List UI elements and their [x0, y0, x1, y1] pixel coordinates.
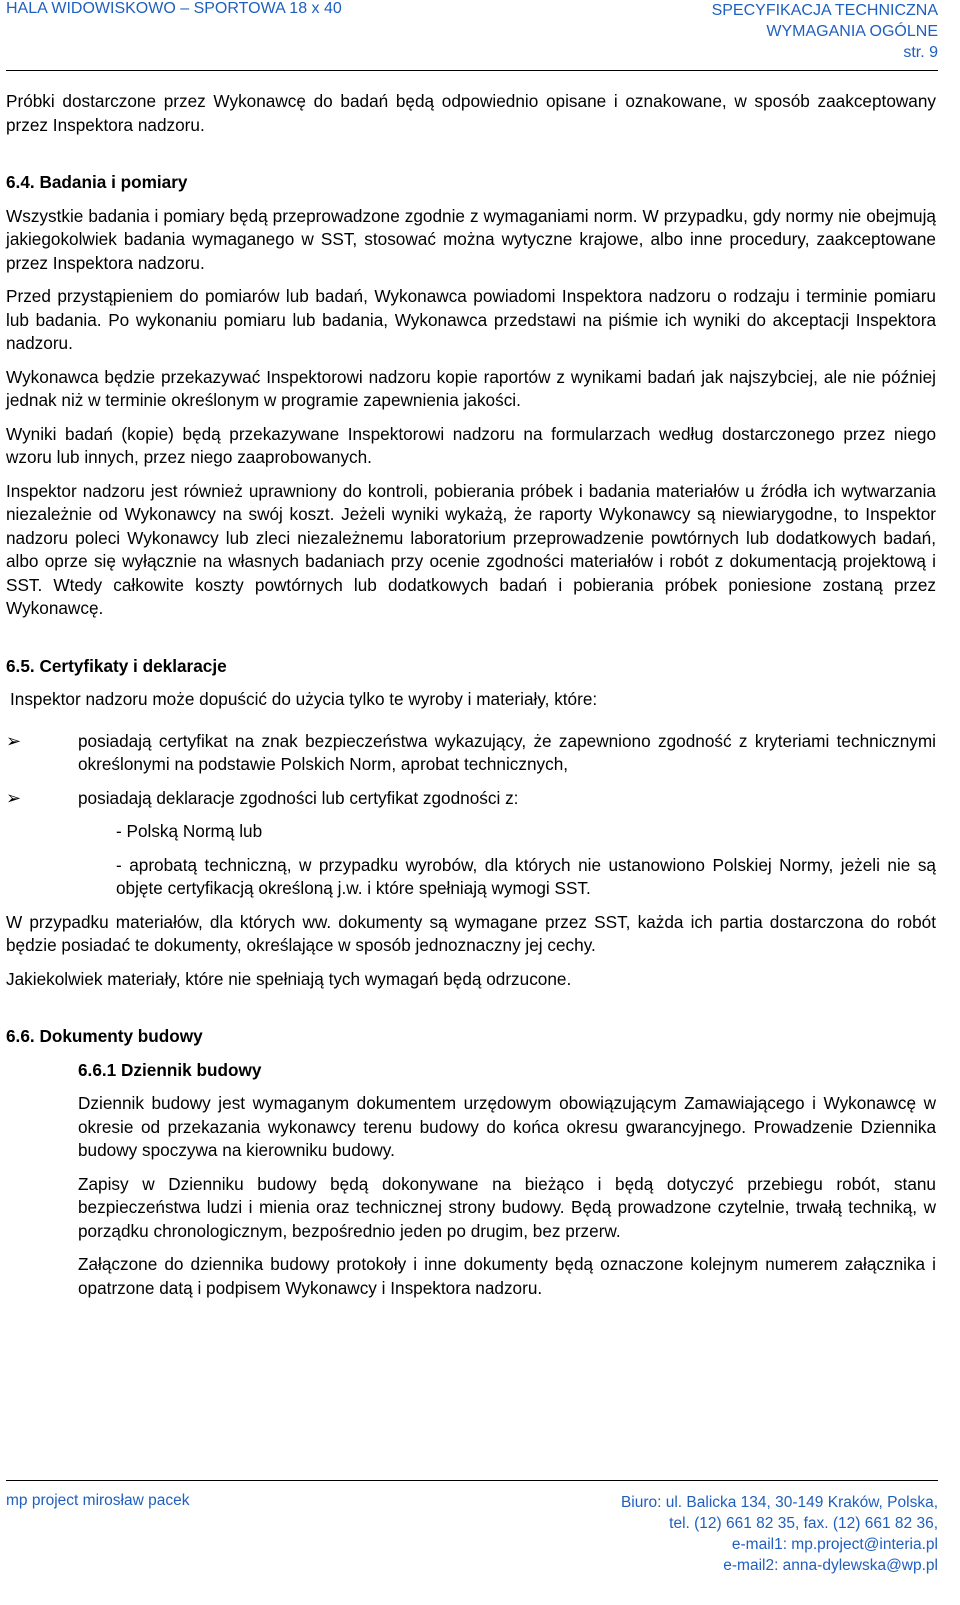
list-item — [6, 730, 936, 777]
footer-email2: e-mail2: anna-dylewska@wp.pl — [723, 1557, 938, 1574]
section-heading-6-5: 6.5. Certyfikaty i deklaracje — [6, 655, 227, 676]
sub-item: - aprobatą techniczną, w przypadku wyrobów, dla których nie ustanowiono Polskiej Normy, jeżeli nie są objęte certyfikacją określoną j.w. i które spełniają wymogi SST. — [116, 854, 936, 898]
footer-company: mp project mirosław pacek — [6, 1492, 190, 1509]
header-spec-block — [712, 0, 938, 63]
list-item — [6, 787, 936, 811]
list-item-text: posiadają deklaracje zgodności lub certyfikat zgodności z: — [78, 787, 519, 808]
footer-rule — [6, 1480, 938, 1481]
paragraph: Inspektor nadzoru może dopuścić do użycia tylko te wyroby i materiały, które: — [10, 689, 598, 709]
paragraph: Próbki dostarczone przez Wykonawcę do badań będą odpowiednio opisane i oznakowane, w sposób zaakceptowany przez Inspektora nadzoru. — [6, 91, 936, 135]
document-body — [6, 90, 936, 1310]
section-heading-6-6: 6.6. Dokumenty budowy — [6, 1026, 203, 1046]
paragraph: Inspektor nadzoru jest również uprawniony do kontroli, pobierania próbek i badania materiałów u źródła ich wytwarzania niezależnie od Wykonawcy na swój koszt. Jeżeli wyniki wykażą, że raporty Wykonawcy są niewiarygodne, to Inspektor nadzoru poleci Wykonawcy lub zleci niezależnemu laboratorium przeprowadzenie powtórnych lub dodatkowych badań, albo oprze się wyłącznie na własnych badaniach przy ocenie zgodności materiałów i robót z dokumentacją projektową i SST. Wtedy całkowite koszty powtórnych lub dodatkowych badań i pobierania próbek poniesione zostaną przez Wykonawcę. — [6, 480, 936, 618]
footer-contact — [621, 1492, 938, 1576]
arrow-bullet-icon: ➢ — [6, 787, 22, 808]
paragraph: Przed przystąpieniem do pomiarów lub badań, Wykonawca powiadomi Inspektora nadzoru o rodzaju i terminie pomiaru lub badania. Po wykonaniu pomiaru lub badania, Wykonawca przedstawi na piśmie ich wyniki do akceptacji Inspektora nadzoru. — [6, 286, 936, 353]
header-spec-subtitle: WYMAGANIA OGÓLNE — [766, 23, 938, 40]
footer-address: Biuro: ul. Balicka 134, 30-149 Kraków, Polska, — [620, 1494, 938, 1511]
paragraph: Wykonawca będzie przekazywać Inspektorowi nadzoru kopie raportów z wynikami badań jak najszybciej, ale nie później jednak niż w terminie określonym w programie zapewnienia jakości. — [6, 366, 936, 410]
paragraph: Wyniki badań (kopie) będą przekazywane Inspektorowi nadzoru na formularzach według dostarczonego przez niego wzoru lub innych, przez niego zaaprobowanych. — [6, 423, 936, 467]
paragraph: Załączone do dziennika budowy protokoły i inne dokumenty będą oznaczone kolejnym numerem załącznika i opatrzone datą i podpisem Wykonawcy i Inspektora nadzoru. — [78, 1254, 936, 1298]
paragraph: Zapisy w Dzienniku budowy będą dokonywane na bieżąco i będą dotyczyć przebiegu robót, stanu bezpieczeństwa ludzi i mienia oraz technicznej strony budowy. Będą prowadzone czytelnie, trwałą techniką, w porządku chronologicznym, bezpośrednio jeden po drugim, bez przerw. — [78, 1173, 936, 1241]
header-rule — [6, 70, 938, 71]
paragraph: W przypadku materiałów, dla których ww. dokumenty są wymagane przez SST, każda ich partia dostarczona do robót będzie posiadać te dokumenty, określające w sposób jednoznaczny jej cechy. — [6, 911, 936, 955]
paragraph: Dziennik budowy jest wymaganym dokumentem urzędowym obowiązującym Zamawiającego i Wykonawcę w okresie od przekazania wykonawcy terenu budowy do końca okresu gwarancyjnego. Prowadzenie Dziennika budowy spoczywa na kierowniku budowy. — [78, 1093, 936, 1160]
sub-item: - Polską Normą lub — [116, 821, 263, 841]
header-project-title: HALA WIDOWISKOWO – SPORTOWA 18 x 40 — [6, 0, 342, 17]
header-spec-title: SPECYFIKACJA TECHNICZNA — [711, 2, 938, 19]
footer-phone: tel. (12) 661 82 35, fax. (12) 661 82 36, — [669, 1515, 938, 1532]
list-item-text: posiadają certyfikat na znak bezpieczeństwa wykazujący, że zapewniono zgodność z kryteriami technicznymi określonymi na podstawie Polskich Norm, aprobat technicznych, — [78, 730, 936, 774]
paragraph: Jakiekolwiek materiały, które nie spełniają tych wymagań będą odrzucone. — [6, 968, 572, 989]
arrow-bullet-icon: ➢ — [6, 730, 22, 751]
page-number: str. 9 — [903, 44, 938, 61]
section-heading-6-6-1: 6.6.1 Dziennik budowy — [78, 1059, 262, 1080]
paragraph: Wszystkie badania i pomiary będą przeprowadzone zgodnie z wymaganiami norm. W przypadku, gdy normy nie obejmują jakiegokolwiek badania wymaganego w SST, stosować można wytyczne krajowe, albo inne procedury, zaakceptowane przez Inspektora nadzoru. — [6, 205, 936, 273]
footer-email1: e-mail1: mp.project@interia.pl — [731, 1536, 938, 1553]
section-heading-6-4: 6.4. Badania i pomiary — [6, 172, 188, 192]
